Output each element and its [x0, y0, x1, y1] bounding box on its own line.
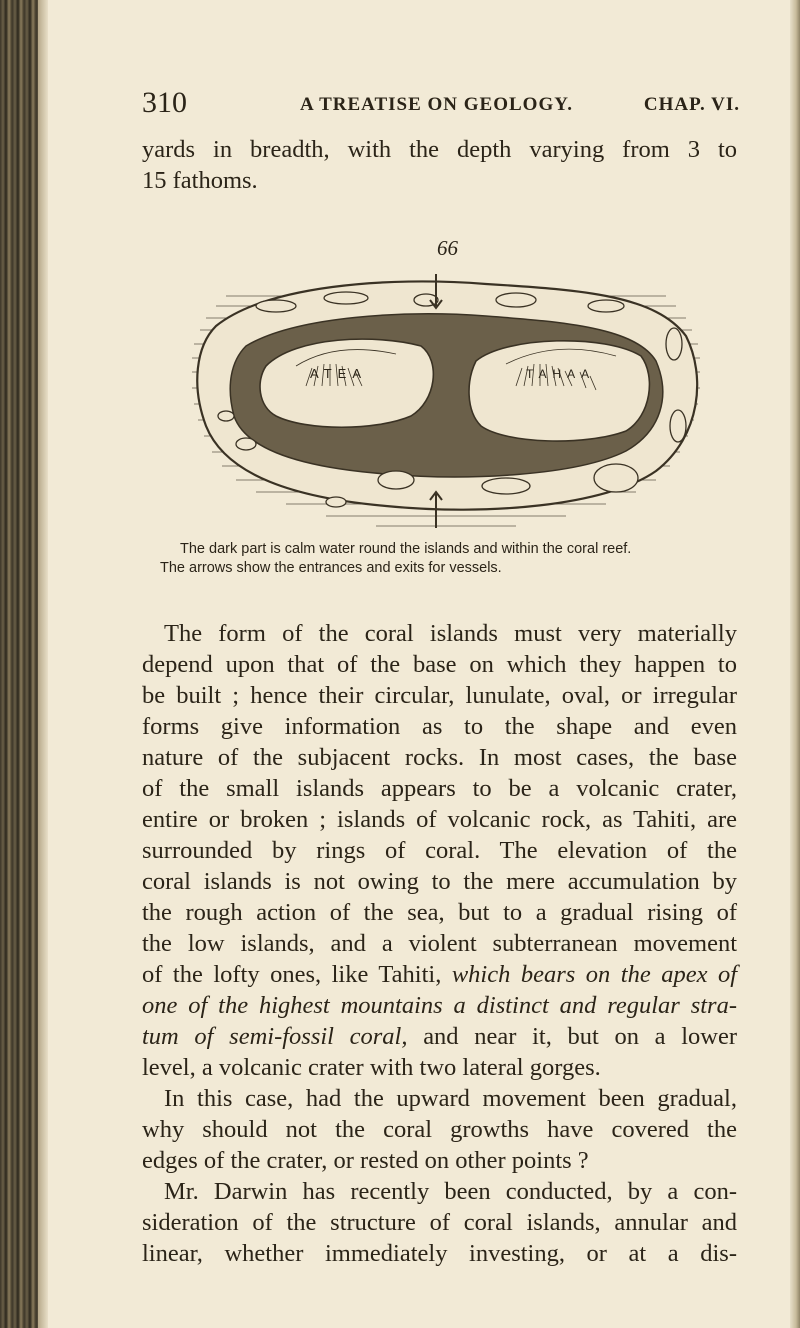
text-line: The form of the coral islands must very materially: [164, 620, 737, 647]
label-atea: ATEA: [310, 366, 367, 381]
text-line: nature of the subjacent rocks. In most cases, the base: [142, 744, 737, 771]
page-edge: [790, 0, 800, 1328]
coral-reef-illustration: [186, 266, 706, 538]
text-line: sideration of the structure of coral islands, annular and: [142, 1209, 737, 1236]
figure-number: 66: [437, 236, 458, 260]
text-line: the low islands, and a violent subterranean movement: [142, 930, 737, 957]
page-number: 310: [142, 86, 187, 119]
text-line: [142, 959, 737, 990]
text-line: Mr. Darwin has recently been conducted, by a con-: [164, 1178, 737, 1205]
text-line: [142, 990, 737, 1021]
chapter-label: CHAP. VI.: [643, 94, 740, 115]
text-line: the rough action of the sea, but to a gradual rising of: [142, 899, 737, 926]
text-line: yards in breadth, with the depth varying from 3 to: [142, 136, 737, 163]
text-line: linear, whether immediately investing, or at a dis-: [142, 1240, 737, 1267]
text-line: [142, 1021, 737, 1052]
text-line: forms give information as to the shape and even: [142, 713, 737, 740]
figure-caption: [160, 540, 770, 578]
text-line: be built ; hence their circular, lunulate, oval, or irregular: [142, 682, 737, 709]
text-line: In this case, had the upward movement been gradual,: [164, 1085, 737, 1112]
italic-fragment: tum of semi-fossil coral,: [142, 1023, 408, 1050]
italic-fragment: which bears on the apex of: [451, 961, 738, 988]
running-title: A TREATISE ON GEOLOGY.: [300, 94, 573, 115]
main-paragraph: [142, 618, 737, 1269]
island-tahaa: [469, 341, 649, 441]
text-fragment: of the lofty ones, like Tahiti,: [142, 961, 442, 988]
caption-line: The arrows show the entrances and exits for vessels.: [160, 560, 502, 576]
text-fragment: and near it, but on a lower: [423, 1023, 737, 1050]
binding-gutter: [38, 0, 48, 1328]
label-tahaa: TAHAA: [526, 367, 596, 381]
caption-line: The dark part is calm water round the islands and within the coral reef.: [180, 541, 632, 557]
text-line: level, a volcanic crater with two lateral gorges.: [142, 1054, 601, 1081]
text-line: depend upon that of the base on which they happen to: [142, 651, 737, 678]
text-line: coral islands is not owing to the mere accumulation by: [142, 868, 737, 895]
island-atea: [260, 339, 433, 427]
text-line: why should not the coral growths have covered the: [142, 1116, 737, 1143]
book-binding: [0, 0, 38, 1328]
text-line: edges of the crater, or rested on other points ?: [142, 1147, 589, 1174]
text-line: 15 fathoms.: [142, 167, 258, 194]
text-line: entire or broken ; islands of volcanic rock, as Tahiti, are: [142, 806, 737, 833]
italic-fragment: one of the highest mountains a distinct and regular stra-: [142, 992, 737, 1019]
text-line: surrounded by rings of coral. The elevation of the: [142, 837, 737, 864]
text-line: of the small islands appears to be a volcanic crater,: [142, 775, 737, 802]
intro-text: [142, 134, 737, 196]
page-header: [130, 84, 740, 124]
